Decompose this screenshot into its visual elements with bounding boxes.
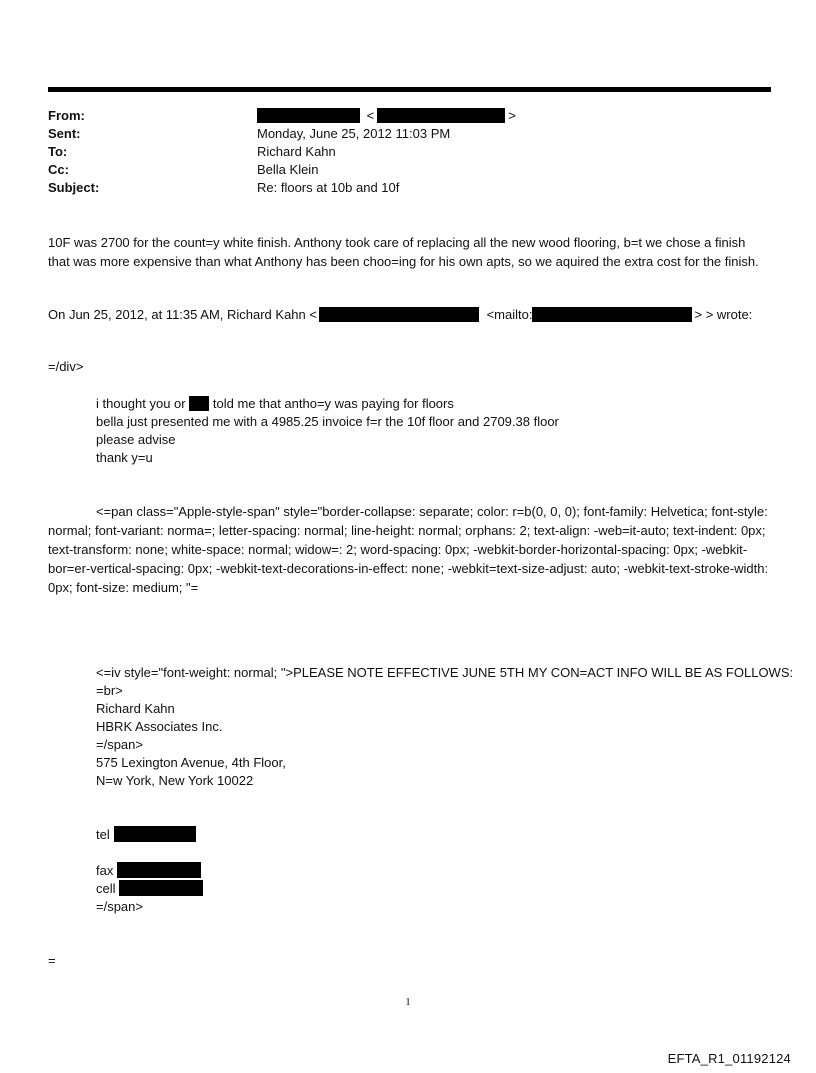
subject-value: Re: floors at 10b and 10f (257, 180, 400, 195)
redacted-cell (119, 880, 203, 896)
redacted-name (189, 396, 209, 411)
quote-intro (48, 306, 752, 324)
cc-value: Bella Klein (257, 162, 319, 177)
signature-br: =br> (96, 683, 123, 698)
wrote-text: > > wrote: (694, 307, 753, 322)
tel-label: tel (96, 827, 110, 842)
quoted-line-3: please advise (96, 432, 176, 447)
fax-label: fax (96, 863, 114, 878)
final-span-close: =/span> (96, 899, 143, 914)
quoted-line-1a: i thought you or (96, 396, 186, 411)
cell-label: cell (96, 881, 116, 896)
span-style-code: <=pan class="Apple-style-span" style="border-collapse: separate; color: r=b(0, 0, 0); font-family: Helvetica; font-style: normal; font-variant: norma=; letter-spacing: normal; line-height: normal; orphans: 2; text-align: -web=it-auto; text-indent: 0px; text-transform: none; white-space: normal; widow=: 2; word-spacing: 0px; -webkit-border-horizontal-spacing: 0px; -webkit-bor=er-vertical-spacing: 0px; -webkit-text-decorations-in-effect: none; -webkit=text-size-adjust: auto; -webkit-text-stroke-width: 0px; font-size: medium; "= (48, 504, 769, 595)
tel-row (96, 826, 196, 844)
quote-intro-text: On Jun 25, 2012, at 11:35 AM, Richard Kahn < (48, 307, 317, 322)
sent-value: Monday, June 25, 2012 11:03 PM (257, 126, 451, 141)
sent-label: Sent: (48, 126, 81, 141)
quoted-line-4: thank y=u (96, 450, 153, 465)
signature-name: Richard Kahn (96, 701, 175, 716)
signature-span-close: =/span> (96, 737, 143, 752)
from-open-bracket: < (366, 108, 375, 123)
cell-row (96, 880, 203, 898)
signature-street: 575 Lexington Avenue, 4th Floor, (96, 755, 286, 770)
redacted-fax (117, 862, 201, 878)
document-id-footer: EFTA_R1_01192124 (667, 1051, 791, 1066)
quoted-line-2: bella just presented me with a 4985.25 invoice f=r the 10f floor and 2709.38 floor (96, 414, 559, 429)
quoted-line-1b: told me that antho=y was paying for floors (212, 396, 454, 411)
signature-city: N=w York, New York 10022 (96, 773, 254, 788)
signature-company: HBRK Associates Inc. (96, 719, 223, 734)
from-value (257, 107, 516, 125)
header-rule (48, 87, 771, 92)
subject-label: Subject: (48, 180, 100, 195)
trailing-equals: = (48, 953, 56, 968)
from-label: From: (48, 108, 85, 123)
redacted-tel (114, 826, 196, 842)
redacted-sender-email (377, 108, 505, 123)
quoted-line-1 (96, 395, 454, 413)
cc-label: Cc: (48, 162, 69, 177)
mailto-text: <mailto: (486, 307, 533, 322)
to-value: Richard Kahn (257, 144, 336, 159)
div-close-code: =/div> (48, 359, 84, 374)
redacted-email-1 (319, 307, 479, 322)
to-label: To: (48, 144, 68, 159)
redacted-sender-name (257, 108, 360, 123)
redacted-email-2 (532, 307, 692, 322)
fax-row (96, 862, 201, 880)
reply-paragraph: 10F was 2700 for the count=y white finish. Anthony took care of replacing all the new wood flooring, b=t we chose a finish that was more expensive than what Anthony has been choo=ing for his own apts, so we aquired the extra cost for the finish. (48, 235, 759, 269)
from-close-bracket: > (508, 108, 516, 123)
page-number: 1 (405, 996, 411, 1008)
signature-notice: <=iv style="font-weight: normal; ">PLEASE NOTE EFFECTIVE JUNE 5TH MY CON=ACT INFO WILL BE AS FOLLOWS: (96, 665, 794, 680)
